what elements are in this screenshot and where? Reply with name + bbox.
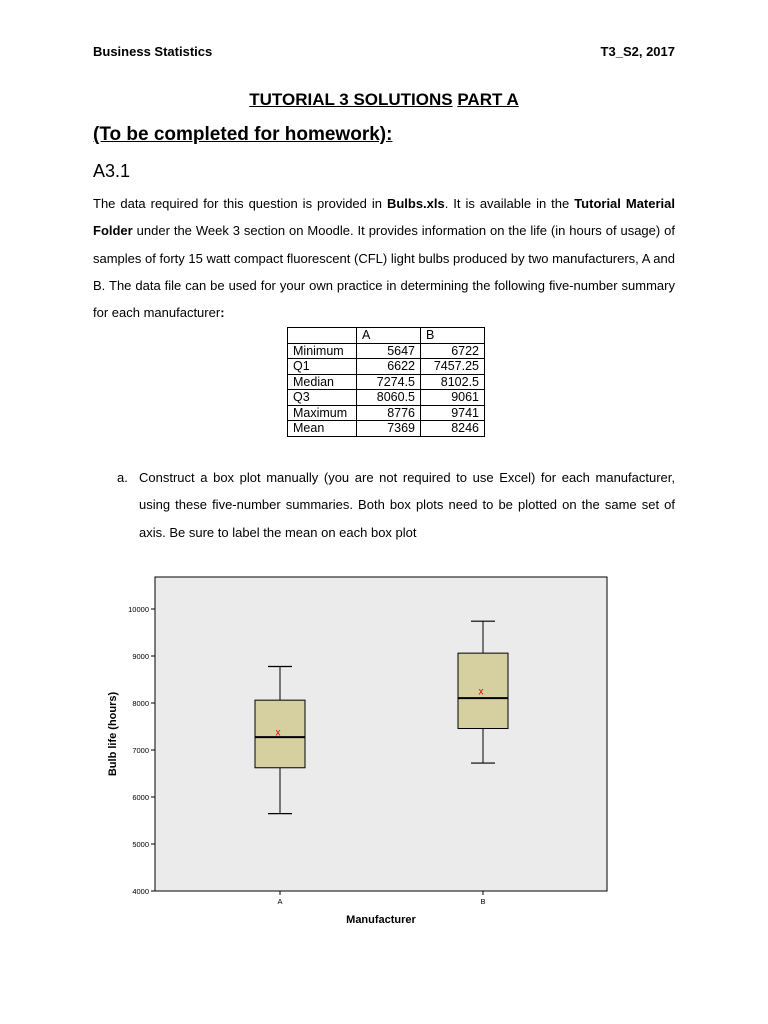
row-label: Q3	[288, 390, 357, 406]
intro-colon: :	[220, 305, 225, 321]
y-tick-label: 4000	[132, 887, 149, 896]
table-row	[288, 374, 485, 390]
cell-b: 8246	[421, 421, 485, 437]
table-row	[288, 405, 485, 421]
y-tick-label: 10000	[128, 605, 149, 614]
row-label: Median	[288, 374, 357, 390]
table-row	[288, 343, 485, 359]
task-a-text: Construct a box plot manually (you are not required to use Excel) for each manufacturer, using these five-number summaries. Both box plots need to be plotted on the same set of axis. Be sure to label the mean on each box plot	[139, 470, 675, 540]
cell-b: 6722	[421, 343, 485, 359]
cell-b: 9061	[421, 390, 485, 406]
header-course: Business Statistics	[93, 44, 213, 59]
column-header-a: A	[357, 328, 421, 344]
y-tick-label: 9000	[132, 652, 149, 661]
task-a	[117, 464, 675, 546]
page-title	[0, 90, 768, 110]
x-tick-label: A	[277, 897, 283, 906]
y-axis	[128, 605, 155, 896]
intro-file-name: Bulbs.xls	[386, 196, 445, 211]
header-term: T3_S2, 2017	[600, 44, 675, 59]
cell-a: 5647	[357, 343, 421, 359]
row-label: Q1	[288, 359, 357, 375]
intro-folder-name: Tutorial Material Folder	[93, 196, 675, 239]
table-header-row	[288, 328, 485, 344]
plot-area	[155, 577, 607, 891]
x-axis	[277, 891, 485, 906]
cell-b: 7457.25	[421, 359, 485, 375]
x-tick-label: B	[480, 897, 486, 906]
y-tick-label: 7000	[132, 746, 149, 755]
table-row	[288, 390, 485, 406]
table-corner-cell	[288, 328, 357, 344]
intro-text-3: under the Week 3 section on Moodle. It provides information on the life (in hours of usage) of samples of forty 15 watt compact fluorescent (CFL) light bulbs produced by two manufacturers, A and B. The data file can be used for your own practice in determining the following five-number summary for each manufacturer	[93, 223, 675, 321]
cell-a: 8060.5	[357, 390, 421, 406]
table-row	[288, 359, 485, 375]
cell-a: 7274.5	[357, 374, 421, 390]
cell-a: 6622	[357, 359, 421, 375]
cell-b: 9741	[421, 405, 485, 421]
y-tick-label: 6000	[132, 793, 149, 802]
five-number-summary-table	[287, 327, 485, 437]
box-plot-chart	[100, 570, 620, 940]
title-main: TUTORIAL 3 SOLUTIONS	[249, 90, 453, 109]
y-tick-label: 5000	[132, 840, 149, 849]
row-label: Maximum	[288, 405, 357, 421]
question-number: A3.1	[93, 161, 131, 181]
intro-text-1: The data required for this question is provided in	[93, 196, 387, 211]
task-a-marker: a.	[117, 470, 128, 485]
row-label: Minimum	[288, 343, 357, 359]
column-header-b: B	[421, 328, 485, 344]
subtitle: (To be completed for homework):	[93, 124, 393, 145]
x-axis-label: Manufacturer	[346, 914, 416, 926]
intro-paragraph	[93, 190, 675, 326]
mean-marker: x	[275, 727, 281, 739]
y-axis-label: Bulb life (hours)	[107, 691, 119, 777]
cell-b: 8102.5	[421, 374, 485, 390]
cell-a: 7369	[357, 421, 421, 437]
title-part: PART A	[457, 90, 519, 109]
cell-a: 8776	[357, 405, 421, 421]
row-label: Mean	[288, 421, 357, 437]
table-row	[288, 421, 485, 437]
y-tick-label: 8000	[132, 699, 149, 708]
intro-text-2: . It is available in the	[444, 196, 575, 211]
mean-marker: x	[478, 686, 484, 698]
